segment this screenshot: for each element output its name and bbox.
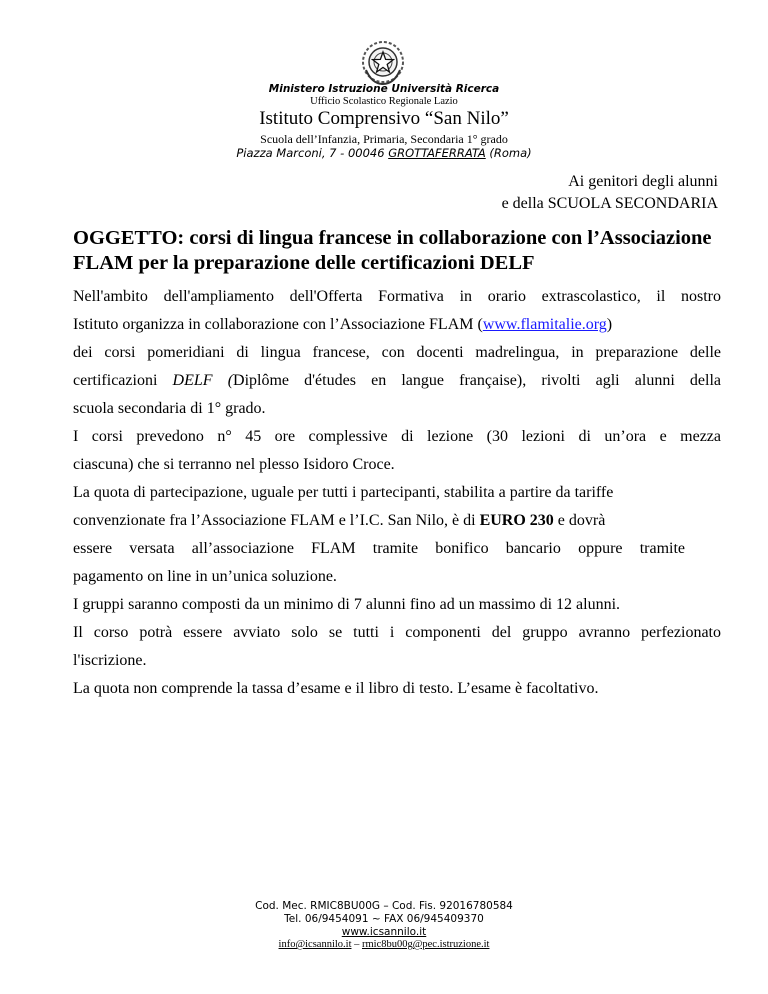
school-address [0,146,768,160]
body-line-text: Diplôme d'études en langue française), rivolti agli alunni della [233,372,722,389]
flam-website-link[interactable]: www.flamitalie.org [482,316,607,333]
body-line: I corsi prevedono n° 45 ore complessive di lezione (30 lezioni di un’ora e mezza [73,428,721,445]
school-name: Istituto Comprensivo “San Nilo” [259,108,509,129]
recipient-line-1: Ai genitori degli alunni [568,173,718,190]
body-line [73,367,721,395]
body-line: l'iscrizione. [73,652,147,669]
body-line: I gruppi saranno composti da un minimo di 7 alunni fino ad un massimo di 12 alunni. [73,596,621,613]
body-line: pagamento on line in un’unica soluzione. [73,568,337,585]
body-line [73,311,721,339]
footer-codes: Cod. Mec. RMIC8BU00G – Cod. Fis. 92016780584 [255,900,513,912]
body-line-text: certificazioni [73,372,173,389]
school-levels: Scuola dell’Infanzia, Primaria, Secondaria 1° grado [260,132,508,146]
regional-office: Ufficio Scolastico Regionale Lazio [310,96,458,107]
body-line-text: Istituto organizza in collaborazione con l’Associazione FLAM ( [73,316,483,333]
footer-emails [0,939,768,950]
body-line: ciascuna) che si terranno nel plesso Isidoro Croce. [73,456,395,473]
body-line: essere versata all’associazione FLAM tramite bonifico bancario oppure tramite [73,540,685,557]
body-line-text: e dovrà [553,512,606,529]
letter-subject: OGGETTO: corsi di lingua francese in collaborazione con l’Associazione FLAM per la preparazione delle certificazioni DELF [73,227,712,274]
body-line-close: ) [606,316,613,333]
address-suffix: (Roma) [485,146,532,160]
price: EURO 230 [479,512,554,529]
footer-phones: Tel. 06/9454091 ~ FAX 06/945409370 [284,913,484,925]
ministry-name: Ministero Istruzione Università Ricerca [268,83,500,95]
body-line: Il corso potrà essere avviato solo se tutti i componenti del gruppo avranno perfezionato [73,624,721,641]
body-line: Nell'ambito dell'ampliamento dell'Offerta Formativa in orario extrascolastico, il nostro [73,288,721,305]
delf-term: DELF ( [172,372,234,389]
email-link[interactable]: info@icsannilo.it [278,939,352,950]
pec-email-link[interactable]: rmic8bu00g@pec.istruzione.it [361,939,490,950]
body-line: La quota non comprende la tassa d’esame e il libro di testo. L’esame è facoltativo. [73,680,599,697]
address-prefix: Piazza Marconi, 7 - 00046 [236,146,389,160]
body-line: scuola secondaria di 1° grado. [73,400,266,417]
body-line: La quota di partecipazione, uguale per tutti i partecipanti, stabilita a partire da tariffe [73,484,614,501]
recipient-line-2: e della SCUOLA SECONDARIA [501,195,718,212]
italian-republic-emblem-icon [360,40,406,86]
body-line-text: convenzionate fra l’Associazione FLAM e l’I.C. San Nilo, è di [73,512,480,529]
body-line [73,507,721,535]
body-line: dei corsi pomeridiani di lingua francese, con docenti madrelingua, in preparazione delle [73,344,721,361]
email-separator: – [351,939,362,950]
address-city: GROTTAFERRATA [388,146,486,160]
footer-website-link[interactable]: www.icsannilo.it [341,926,427,938]
